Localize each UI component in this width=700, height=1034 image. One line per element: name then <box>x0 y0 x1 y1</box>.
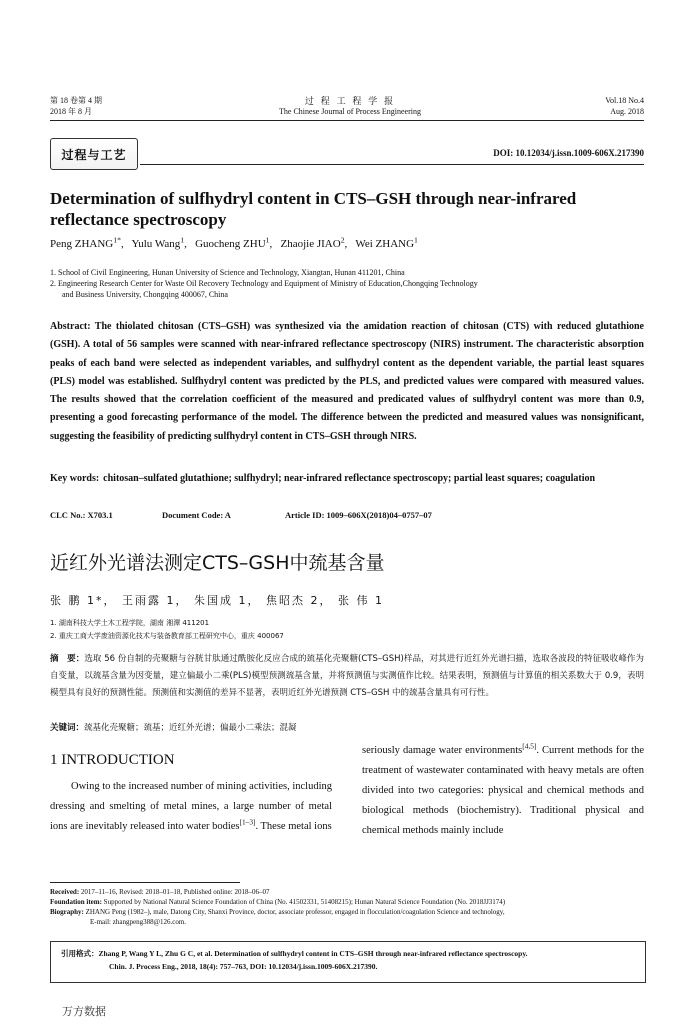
citation-label: 引用格式： <box>61 949 99 958</box>
affiliation-zh-1: 1. 湖南科技大学土木工程学院，湖南 湘潭 411201 <box>50 619 210 627</box>
abstract-text: The thiolated chitosan (CTS–GSH) was synthesized via the amidation reaction of chitosan (CTS) with reduced glutathione (GSH). A total of 56 samples were scanned with near-infrared reflectance spectroscopy (NIRS) instrument. The characteristic absorption peaks of each band were selected as independent variables, and sulfhydryl content as the dependent variable, the partial least squares (PLS) model was established. Sulfhydryl content was predicted by the PLS, and predicted values were compared with measured values. The results showed that the correlation coefficient of the measured and predicated values of sulfhydryl content was more than 0.9, presenting a good forecasting performance of the model. The difference between the predicted and measured values was nonsignificant, suggesting the feasibility of predicting sulfhydryl content in CTS–GSH through NIRS. <box>50 321 644 442</box>
affiliation-zh-2: 2. 重庆工商大学废油资源化技术与装备教育部工程研究中心，重庆 400067 <box>50 632 284 640</box>
section-1-title: 1 INTRODUCTION <box>50 752 175 768</box>
abstract-zh-label: 摘 要： <box>50 654 85 664</box>
date-en: Aug. 2018 <box>610 107 644 116</box>
date-zh: 2018 年 8 月 <box>50 107 92 116</box>
affiliations-en <box>50 267 644 300</box>
received-line: Received: 2017–11–16, Revised: 2018–01–18, Published online: 2018–06–07 <box>50 888 270 896</box>
clc-number: CLC No.: X703.1 <box>50 510 113 520</box>
paper-title-zh: 近红外光谱法测定CTS–GSH中巯基含量 <box>50 552 385 574</box>
affiliation-1: 1. School of Civil Engineering, Hunan University of Science and Technology, Xiangtan, Hunan 411201, China <box>50 268 405 277</box>
body-right-column: seriously damage water environments[4,5]. Current methods for the treatment of wastewater contaminated with heavy metals are often divided into two categories: physical and chemical methods and biological methods (biochemistry). Traditional physical and chemical methods mainly include <box>362 741 644 836</box>
doi-rule <box>140 164 644 165</box>
keywords-zh-text: 巯基化壳聚糖；巯基；近红外光谱；偏最小二乘法；混凝 <box>84 723 297 733</box>
journal-title-zh: 过 程 工 程 学 报 <box>304 97 396 107</box>
affiliations-zh <box>50 617 644 643</box>
citation-line-2: Chin. J. Process Eng., 2018, 18(4): 757–763, DOI: 10.12034/j.issn.1009-606X.217390. <box>109 962 378 971</box>
header-rule <box>50 120 644 121</box>
document-code: Document Code: A <box>162 510 231 520</box>
affiliation-2-cont: and Business University, Chongqing 400067, China <box>62 290 228 299</box>
volume-issue-zh: 第 18 卷第 4 期 <box>50 96 102 105</box>
foundation-line: Foundation item: Supported by National Natural Science Foundation of China (No. 41502331, 51408215); Hunan Natural Science Foundation (No. 2018JJ3174) <box>50 898 506 906</box>
volume-issue-en: Vol.18 No.4 <box>605 96 644 105</box>
keywords-zh-label: 关键词： <box>50 723 85 733</box>
affiliation-2: 2. Engineering Research Center for Waste Oil Recovery Technology and Equipment of Ministry of Education,Chongqing Technology <box>50 279 478 288</box>
email-line: E-mail: zhangpeng388@126.com. <box>90 918 187 926</box>
body-left-column: Owing to the increased number of mining activities, including dressing and smelting of metal mines, a large number of metal ions are inevitably released into water bodies[1–3]. These metal ions <box>50 781 332 832</box>
section-badge <box>50 138 138 170</box>
article-id: Article ID: 1009–606X(2018)04–0757–07 <box>285 510 432 520</box>
authors-zh: 张 鹏 1*， 王雨露 1， 朱国成 1， 焦昭杰 2， 张 伟 1 <box>50 594 384 607</box>
abstract-zh-text: 选取 56 份自制的壳聚糖与谷胱甘肽通过酰胺化反应合成的巯基化壳聚糖(CTS–GSH)样品，对其进行近红外光谱扫描，选取各波段的特征吸收峰作为自变量，以巯基含量为因变量，建立偏最小二乘(PLS)模型预测巯基含量，并将预测值与实测值作比较。结果表明，预测值与计算值的相关系数大于 0.9，表明模型具有良好的预测性能。预测值和实测值的差异不显著，表明近红外光谱预测 CTS–GSH 中的巯基含量具有可行性。 <box>50 654 644 698</box>
keywords-text: chitosan–sulfated glutathione; sulfhydryl; near-infrared reflectance spectroscopy; partial least squares; coagulation <box>103 473 596 484</box>
footnote <box>50 887 650 927</box>
abstract-en <box>50 318 644 446</box>
doi[interactable]: DOI: 10.12034/j.issn.1009-606X.217390 <box>493 148 644 158</box>
section-badge-label: 过程与工艺 <box>61 147 127 162</box>
abstract-label: Abstract: <box>50 321 91 332</box>
authors-en: Peng $ZHANG^{1*}$, Yulu Wang$^1$, Guocheng ZHU$^1$, Zhaojie JIAO$^2$, Wei ZHANG$^1$ <box>50 235 418 250</box>
citation-line-1: 引用格式：Zhang P, Wang Y L, Zhu G C, et al. Determination of sulfhydryl content in CTS–GSH through near-infrared reflectance spectroscopy. <box>61 949 528 958</box>
citation-box <box>50 941 646 983</box>
biography-line: Biography: ZHANG Peng (1982–), male, Datong City, Shanxi Province, doctor, associate professor, engaged in flocculation/coagulation Science and technology, <box>50 908 505 916</box>
journal-title-en: The Chinese Journal of Process Engineering <box>279 107 421 116</box>
keywords-zh <box>50 720 644 737</box>
paper-title-en: Determination of sulfhydryl content in CTS–GSH through near-infrared reflectance spectroscopy <box>50 189 577 229</box>
abstract-zh <box>50 651 644 702</box>
footnote-rule <box>50 882 240 883</box>
keywords-en <box>50 471 644 487</box>
watermark: 万方数据 <box>62 1005 106 1018</box>
keywords-label: Key words: <box>50 473 100 484</box>
